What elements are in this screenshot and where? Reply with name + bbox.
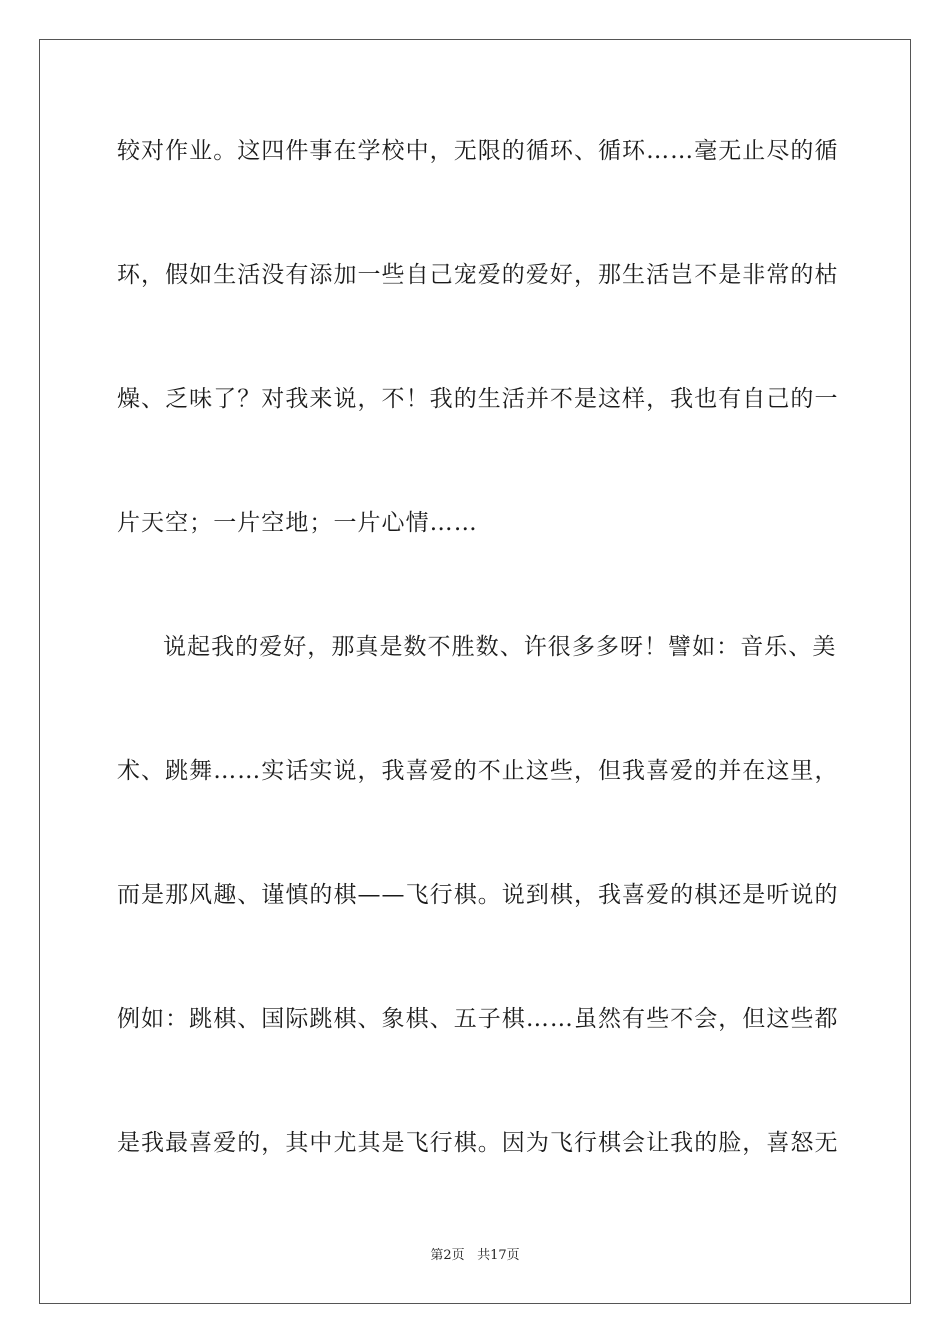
page-frame [39,39,911,1304]
text-line-8: 例如：跳棋、国际跳棋、象棋、五子棋……虽然有些不会，但这些都 [117,1006,839,1032]
text-line-6: 术、跳舞……实话实说，我喜爱的不止这些，但我喜爱的并在这里， [117,758,839,784]
text-line-1: 较对作业。这四件事在学校中，无限的循环、循环……毫无止尽的循 [117,138,839,164]
text-line-4: 片天空；一片空地；一片心情…… [117,510,478,536]
total-pages: 共17页 [477,1248,520,1263]
text-line-5: 说起我的爱好，那真是数不胜数、许很多多呀！譬如：音乐、美 [163,634,837,660]
page-number: 第2页 [430,1248,465,1263]
text-line-2: 环，假如生活没有添加一些自己宠爱的爱好，那生活岂不是非常的枯 [117,262,839,288]
text-line-7: 而是那风趣、谨慎的棋——飞行棋。说到棋，我喜爱的棋还是听说的 [117,882,839,908]
text-line-9: 是我最喜爱的，其中尤其是飞行棋。因为飞行棋会让我的脸，喜怒无 [117,1130,839,1156]
text-line-3: 燥、乏味了？对我来说，不！我的生活并不是这样，我也有自己的一 [117,386,839,412]
page-footer [0,1247,950,1265]
